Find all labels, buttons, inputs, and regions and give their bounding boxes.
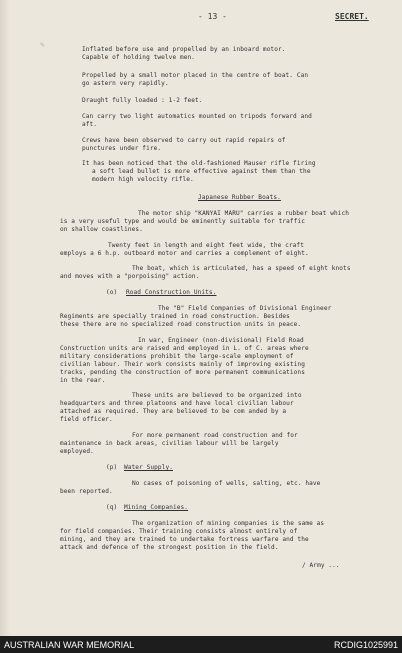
text-line: aft.: [82, 121, 98, 128]
section-heading-mining: Mining Companies.: [124, 504, 189, 511]
text-line: for field companies. Their training consists almost entirely of: [60, 528, 298, 535]
text-line: in the rear.: [60, 377, 106, 384]
text-line: In war, Engineer (non-divisional) Field Road: [138, 337, 304, 344]
text-line: attached as required. They are believed to be com anded by a: [60, 408, 287, 415]
text-line: attack and defence of the strongest position in the field.: [60, 544, 279, 551]
text-line: field officer.: [60, 416, 113, 423]
text-line: employs a 6 h.p. outboard motor and carries a complement of eight.: [60, 250, 309, 257]
classification-stamp: SECRET.: [335, 12, 369, 21]
text-line: go astern very rapidly.: [82, 80, 169, 87]
section-label-o: (o): [106, 289, 118, 296]
text-line: been reported.: [60, 488, 113, 495]
text-line: No cases of poisoning of wells, salting, etc. have: [132, 480, 321, 487]
page-edge-shadow: [0, 0, 10, 636]
section-label-q: (q): [106, 504, 118, 511]
text-line: Construction units are raised and employed in L. of C. areas where: [60, 345, 309, 352]
text-line: Can carry two light automatics mounted on tripods forward and: [82, 113, 312, 120]
section-heading-road: Road Construction Units.: [126, 289, 217, 296]
section-heading-rubber-boats: Japanese Rubber Boats.: [198, 194, 281, 201]
record-id: RCDIG1025991: [333, 640, 398, 650]
section-heading-water: Water Supply.: [124, 464, 173, 471]
archive-footer-bar: [0, 636, 402, 653]
catchword: / Army ...: [302, 562, 340, 569]
text-line: Draught fully loaded : 1-2 feet.: [82, 97, 203, 104]
text-line: and moves with a "porpoising" action.: [60, 273, 200, 280]
text-line: punctures under fire.: [82, 145, 162, 152]
text-line: military considerations prohibit the large-scale employment of: [60, 353, 294, 360]
text-line: Capable of holding twelve men.: [82, 54, 196, 61]
text-line: tracks, pending the construction of more permanent communications: [60, 369, 305, 376]
text-line: The organization of mining companies is the same as: [132, 520, 325, 527]
page-number: - 13 -: [198, 12, 227, 21]
text-line: Crews have been observed to carry out rapid repairs of: [82, 137, 286, 144]
text-line: headquarters and three platoons and have local civilian labour: [60, 400, 294, 407]
text-line: a soft lead bullet is more effective against them than the: [92, 168, 311, 175]
text-line: Regiments are specially trained in road construction. Besides: [60, 313, 290, 320]
text-line: civilian labour. Their work consists mainly of improving existing: [60, 361, 305, 368]
text-line: For more permanent road construction and for: [132, 432, 298, 439]
text-line: Propelled by a small motor placed in the centre of boat. Can: [82, 72, 309, 79]
pencil-mark: ✎: [40, 40, 45, 49]
text-line: on shallow coastlines.: [60, 226, 143, 233]
text-line: maintenance in back areas, civilian labour will be largely: [60, 440, 279, 447]
text-line: mining, and they are trained to undertake fortress warfare and the: [60, 536, 309, 543]
text-line: The motor ship "KANYAI MARU" carries a rubber boat which: [138, 210, 350, 217]
text-line: modern high velocity rifle.: [92, 176, 194, 183]
text-line: Inflated before use and propelled by an inboard motor.: [82, 46, 286, 53]
text-line: The "B" Field Companies of Divisional Engineer: [158, 305, 332, 312]
text-line: these there are no specialized road construction units in peace.: [60, 321, 302, 328]
archive-name: AUSTRALIAN WAR MEMORIAL: [4, 640, 135, 650]
text-line: Twenty feet in length and eight feet wide, the craft: [108, 242, 304, 249]
text-line: It has been noticed that the old-fashioned Mauser rifle firing: [82, 160, 316, 167]
text-line: employed.: [60, 448, 94, 455]
section-label-p: (p): [106, 464, 118, 471]
text-line: is a very useful type and would be eminently suitable for traffic: [60, 218, 305, 225]
text-line: The boat, which is articulated, has a speed of eight knots: [132, 265, 351, 272]
text-line: These units are believed to be organized into: [132, 392, 302, 399]
